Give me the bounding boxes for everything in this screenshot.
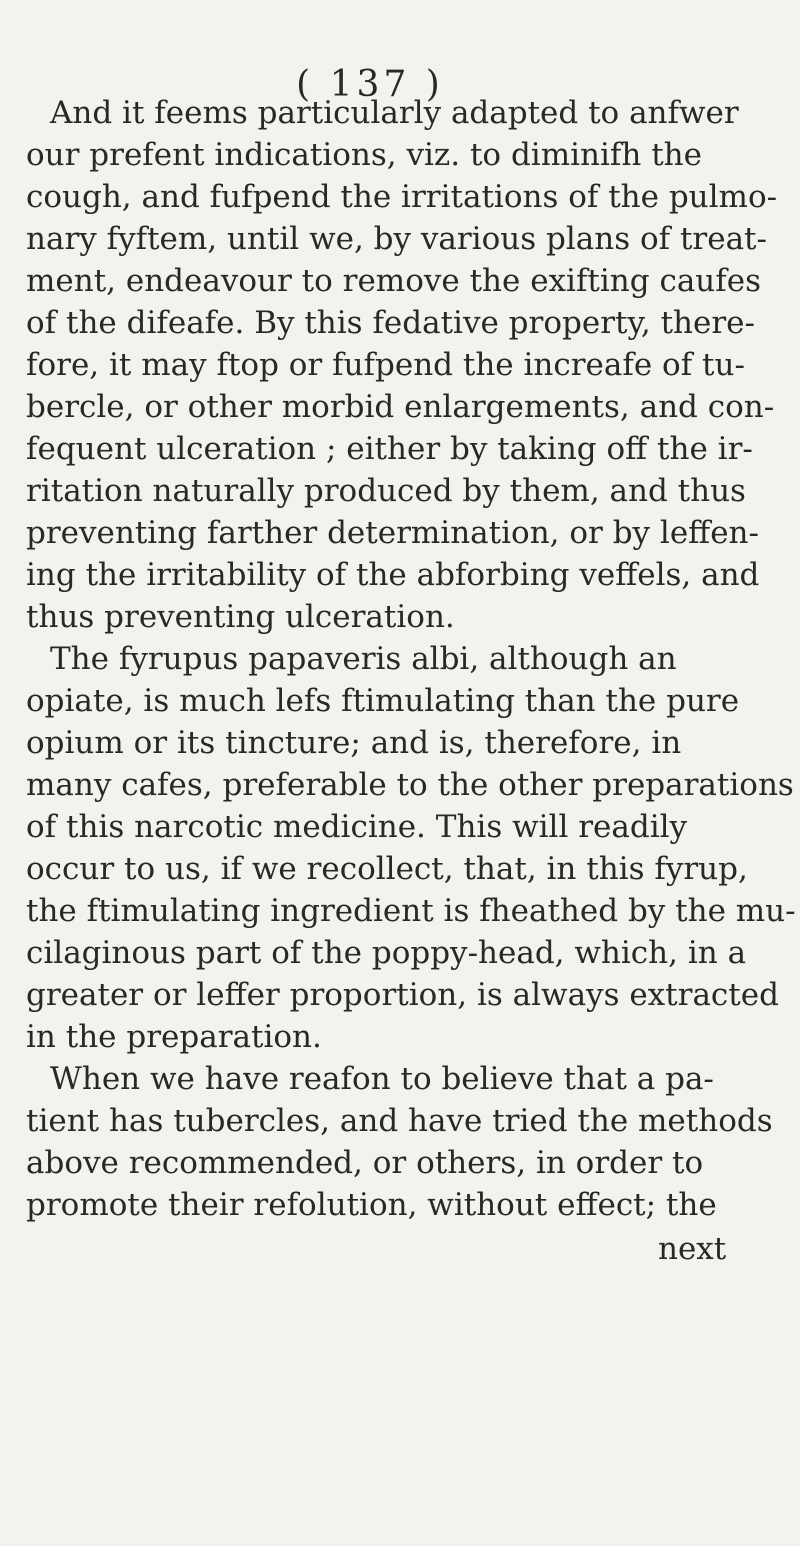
- text-line-3: cough, and fufpend the irritations of the pulmo-: [26, 179, 778, 215]
- text-line-16: opium or its tincture; and is, therefore, in: [26, 725, 682, 761]
- text-line-9: fequent ulceration ; either by taking off the ir-: [26, 431, 753, 467]
- page-number: ( 137 ): [296, 64, 444, 105]
- catchword: next: [658, 1231, 727, 1267]
- text-line-25: tient has tubercles, and have tried the methods: [26, 1103, 773, 1139]
- text-line-19: occur to us, if we recollect, that, in this fyrup,: [26, 851, 748, 887]
- text-line-2: our prefent indications, viz. to diminifh the: [26, 137, 702, 173]
- text-line-17: many cafes, preferable to the other preparations: [26, 767, 794, 803]
- text-line-10: ritation naturally produced by them, and thus: [26, 473, 746, 509]
- text-line-14: The fyrupus papaveris albi, although an: [50, 641, 677, 677]
- text-line-24: When we have reafon to believe that a pa-: [50, 1061, 714, 1097]
- text-line-26: above recommended, or others, in order to: [26, 1145, 704, 1181]
- text-line-27: promote their refolution, without effect; the: [26, 1187, 717, 1223]
- text-line-1: And it feems particularly adapted to anfwer: [50, 95, 739, 131]
- text-line-18: of this narcotic medicine. This will readily: [26, 809, 688, 845]
- text-line-23: in the preparation.: [26, 1019, 322, 1055]
- text-line-13: thus preventing ulceration.: [26, 599, 455, 635]
- text-line-7: fore, it may ftop or fufpend the increafe of tu-: [26, 347, 745, 383]
- text-line-20: the ftimulating ingredient is fheathed by the mu-: [26, 893, 796, 929]
- text-line-22: greater or leffer proportion, is always extracted: [26, 977, 779, 1013]
- text-line-5: ment, endeavour to remove the exifting caufes: [26, 263, 761, 299]
- text-line-21: cilaginous part of the poppy-head, which, in a: [26, 935, 747, 971]
- text-line-15: opiate, is much lefs ftimulating than the pure: [26, 683, 740, 719]
- text-line-11: preventing farther determination, or by leffen-: [26, 515, 759, 551]
- text-line-8: bercle, or other morbid enlargements, and con-: [26, 389, 775, 425]
- text-line-6: of the difeafe. By this fedative property, there-: [26, 305, 755, 341]
- text-line-4: nary fyftem, until we, by various plans of treat-: [26, 221, 767, 257]
- text-line-12: ing the irritability of the abforbing veffels, and: [26, 557, 760, 593]
